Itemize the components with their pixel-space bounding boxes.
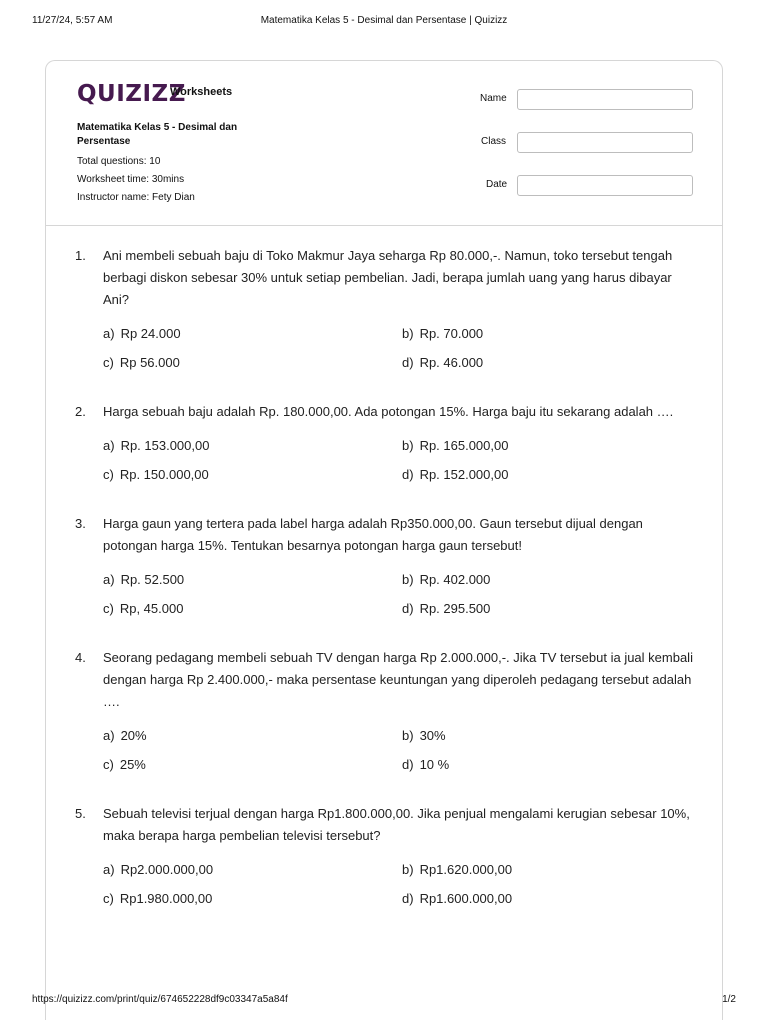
instructor-name: Instructor name: Fety Dian [77, 192, 195, 203]
question-number: 3. [75, 516, 86, 531]
total-questions: Total questions: 10 [77, 156, 161, 167]
answer-option: d) Rp. 152.000,00 [402, 467, 509, 482]
logo-subtitle: Worksheets [170, 86, 233, 98]
question-text: Seorang pedagang membeli sebuah TV dengan harga Rp 2.000.000,-. Jika TV tersebut ia jual kembali dengan harga Rp 2.400.000,- maka persentase keuntungan yang diperoleh pedagang tersebut adalah …. [103, 650, 693, 709]
answer-option: d) 10 % [402, 757, 450, 772]
date-field[interactable] [517, 175, 693, 196]
answer-option: b) Rp. 165.000,00 [402, 438, 509, 453]
answer-options [103, 323, 695, 374]
answer-option: c) Rp1.980.000,00 [103, 891, 213, 906]
answer-options [103, 569, 695, 620]
question-text: Harga sebuah baju adalah Rp. 180.000,00. Ada potongan 15%. Harga baju itu sekarang adalah …. [103, 404, 674, 419]
print-page-title: Matematika Kelas 5 - Desimal dan Persentase | Quizizz [260, 15, 508, 26]
date-label: Date [486, 179, 508, 190]
question-number: 2. [75, 404, 86, 419]
worksheet-title: Matematika Kelas 5 - Desimal dan Persentase [77, 122, 238, 147]
question-list [75, 245, 695, 910]
answer-option: c) Rp. 150.000,00 [103, 467, 209, 482]
question-number: 5. [75, 806, 86, 821]
answer-option: a) Rp. 153.000,00 [103, 438, 210, 453]
class-label: Class [481, 136, 507, 147]
print-footer [32, 994, 736, 1010]
worksheet-header [46, 61, 722, 226]
answer-option: d) Rp. 46.000 [402, 355, 484, 370]
question [75, 245, 695, 374]
question [75, 401, 695, 486]
answer-options [103, 725, 695, 776]
quizizz-logo: QUIZIZZ [77, 81, 186, 107]
answer-option: d) Rp. 295.500 [402, 601, 491, 616]
answer-options [103, 859, 695, 910]
answer-option: c) 25% [103, 757, 146, 772]
question-text: Sebuah televisi terjual dengan harga Rp1.800.000,00. Jika penjual mengalami kerugian sebesar 10%, maka berapa harga pembelian televisi tersebut? [103, 806, 690, 843]
answer-option: c) Rp, 45.000 [103, 601, 184, 616]
worksheet-time: Worksheet time: 30mins [77, 174, 185, 185]
question-number: 4. [75, 650, 86, 665]
name-label: Name [480, 93, 507, 104]
answer-option: a) Rp. 52.500 [103, 572, 185, 587]
question-text: Harga gaun yang tertera pada label harga adalah Rp350.000,00. Gaun tersebut dijual dengan potongan harga 15%. Tentukan besarnya potongan harga gaun tersebut! [103, 516, 643, 553]
answer-option: d) Rp1.600.000,00 [402, 891, 513, 906]
page-number: 1/2 [722, 994, 736, 1005]
answer-option: b) 30% [402, 728, 446, 743]
answer-option: b) Rp. 70.000 [402, 326, 484, 341]
class-field[interactable] [517, 132, 693, 153]
worksheet-meta [77, 121, 277, 207]
answer-option: a) Rp 24.000 [103, 326, 181, 341]
answer-option: a) Rp2.000.000,00 [103, 862, 214, 877]
question-number: 1. [75, 248, 86, 263]
print-timestamp: 11/27/24, 5:57 AM [32, 15, 113, 26]
print-header [32, 15, 736, 31]
question [75, 647, 695, 776]
print-url[interactable]: https://quizizz.com/print/quiz/674652228df9c03347a5a84f [32, 994, 288, 1005]
question [75, 513, 695, 620]
answer-option: c) Rp 56.000 [103, 355, 180, 370]
name-field[interactable] [517, 89, 693, 110]
question [75, 803, 695, 910]
answer-option: b) Rp. 402.000 [402, 572, 491, 587]
question-text: Ani membeli sebuah baju di Toko Makmur Jaya seharga Rp 80.000,-. Namun, toko tersebut tengah berbagi diskon sebesar 30% untuk setiap pembelian. Jadi, berapa jumlah uang yang harus dibayar Ani? [103, 248, 673, 307]
answer-option: a) 20% [103, 728, 147, 743]
answer-option: b) Rp1.620.000,00 [402, 862, 513, 877]
answer-options [103, 435, 695, 486]
